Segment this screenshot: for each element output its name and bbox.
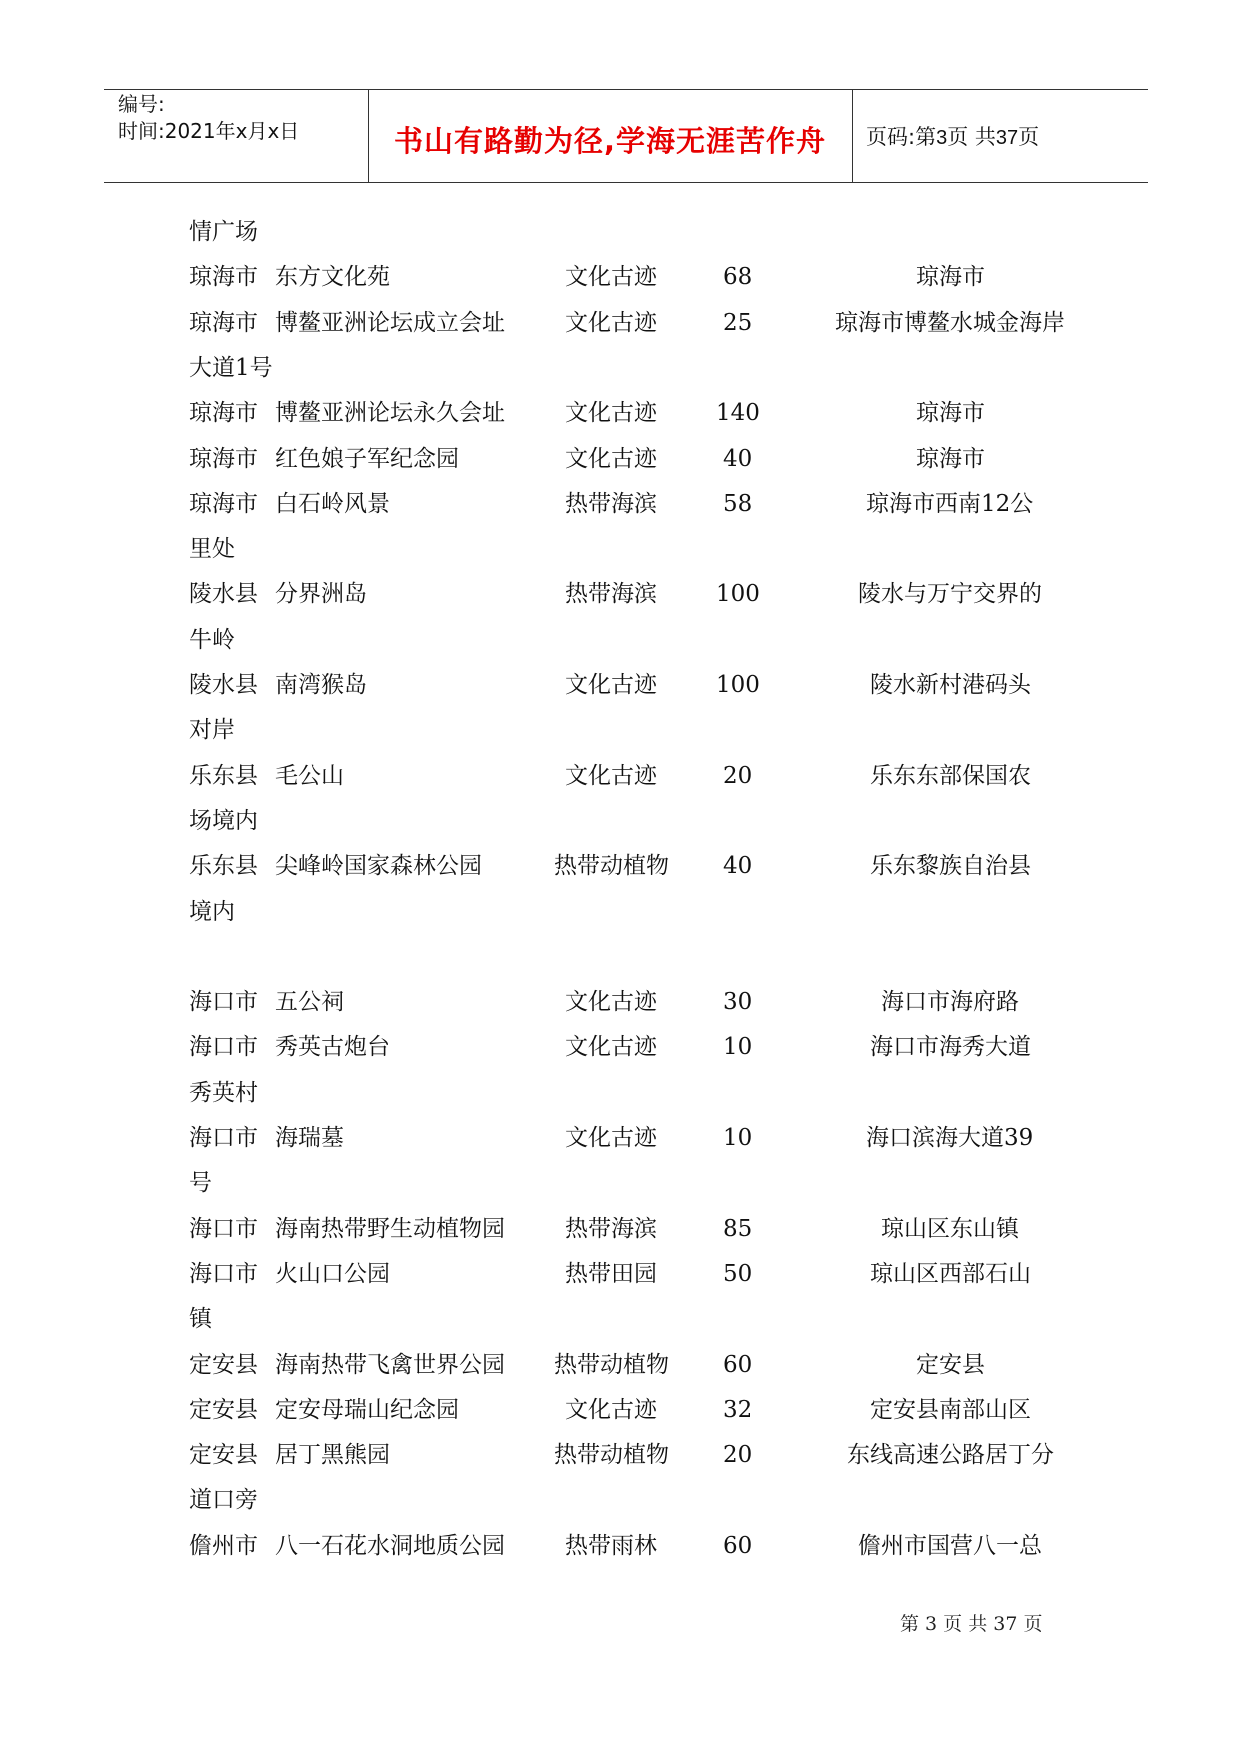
entry-continuation: 场境内 — [189, 808, 258, 834]
entry-location: 海口市海府路 — [881, 989, 1019, 1015]
header-top-rule — [104, 89, 1148, 90]
entry-price: 10 — [723, 1034, 753, 1060]
entry-location: 琼山区西部石山 — [870, 1261, 1031, 1287]
entry-row — [0, 984, 1241, 1020]
page-label-suffix: 页 — [1018, 125, 1040, 149]
document-number-label: 编号: — [118, 92, 165, 116]
entry-location: 海口滨海大道39 — [866, 1125, 1034, 1151]
entry-type: 热带动植物 — [554, 1352, 669, 1378]
entry-location: 儋州市国营八一总 — [858, 1533, 1042, 1559]
entry-price: 68 — [723, 264, 753, 290]
entry-city: 乐东县 — [189, 853, 258, 879]
entry-type: 文化古迹 — [565, 763, 657, 789]
entry-price: 100 — [716, 672, 760, 698]
entry-row — [0, 1256, 1241, 1292]
entry-type: 热带海滨 — [565, 581, 657, 607]
entry-price: 60 — [723, 1533, 753, 1559]
entry-type: 文化古迹 — [565, 672, 657, 698]
entry-price: 60 — [723, 1352, 753, 1378]
page-number: 3 — [936, 127, 948, 149]
entry-price: 58 — [723, 491, 753, 517]
entry-city: 琼海市 — [189, 446, 258, 472]
entry-location: 海口市海秀大道 — [870, 1034, 1031, 1060]
entry-price: 30 — [723, 989, 753, 1015]
entry-city: 海口市 — [189, 1216, 258, 1242]
entry-city: 定安县 — [189, 1397, 258, 1423]
entry-city: 定安县 — [189, 1352, 258, 1378]
entry-name: 居丁黑熊园 — [275, 1442, 390, 1468]
entry-price: 10 — [723, 1125, 753, 1151]
document-header — [104, 89, 1148, 183]
entry-type: 热带雨林 — [565, 1533, 657, 1559]
entry-city: 陵水县 — [189, 581, 258, 607]
entry-price: 20 — [723, 763, 753, 789]
entry-name: 海瑞墓 — [275, 1125, 344, 1151]
entry-name: 五公祠 — [275, 989, 344, 1015]
entry-location: 琼海市 — [916, 400, 985, 426]
entry-name: 博鳌亚洲论坛成立会址 — [275, 310, 505, 336]
entry-type: 文化古迹 — [565, 989, 657, 1015]
entry-location: 定安县南部山区 — [870, 1397, 1031, 1423]
entry-price: 100 — [716, 581, 760, 607]
entry-name: 海南热带野生动植物园 — [275, 1216, 505, 1242]
entry-name: 分界洲岛 — [275, 581, 367, 607]
entry-name: 定安母瑞山纪念园 — [275, 1397, 459, 1423]
entry-name: 火山口公园 — [275, 1261, 390, 1287]
entry-name: 海南热带飞禽世界公园 — [275, 1352, 505, 1378]
entry-location: 定安县 — [916, 1352, 985, 1378]
entry-row — [0, 395, 1241, 431]
entry-location: 琼海市博鳌水城金海岸 — [835, 310, 1065, 336]
entry-row — [0, 1347, 1241, 1383]
entry-type: 文化古迹 — [565, 310, 657, 336]
entry-name: 八一石花水洞地质公园 — [275, 1533, 505, 1559]
entry-name: 南湾猴岛 — [275, 672, 367, 698]
entry-continuation: 号 — [189, 1170, 212, 1196]
entry-price: 25 — [723, 310, 753, 336]
entry-continuation: 道口旁 — [189, 1487, 258, 1513]
entry-row — [0, 758, 1241, 794]
entry-type: 文化古迹 — [565, 264, 657, 290]
header-bottom-rule — [104, 182, 1148, 183]
page-total: 37 — [995, 127, 1019, 149]
entry-location: 乐东东部保国农 — [870, 763, 1031, 789]
entry-city: 儋州市 — [189, 1533, 258, 1559]
entry-city: 定安县 — [189, 1442, 258, 1468]
entry-name: 东方文化苑 — [275, 264, 390, 290]
entry-type: 热带海滨 — [565, 1216, 657, 1242]
entry-price: 85 — [723, 1216, 753, 1242]
entry-row — [0, 486, 1241, 522]
entry-location: 琼海市西南12公 — [866, 491, 1034, 517]
entry-continuation: 秀英村 — [189, 1080, 258, 1106]
entry-continuation: 牛岭 — [189, 627, 235, 653]
entry-city: 海口市 — [189, 1034, 258, 1060]
entry-city: 琼海市 — [189, 264, 258, 290]
entry-price: 32 — [723, 1397, 753, 1423]
entry-row — [0, 1528, 1241, 1564]
entry-price: 50 — [723, 1261, 753, 1287]
page-label-prefix: 页码:第 — [866, 125, 937, 149]
entry-type: 文化古迹 — [565, 400, 657, 426]
entry-city: 陵水县 — [189, 672, 258, 698]
entry-name: 白石岭风景 — [275, 491, 390, 517]
entry-row — [0, 441, 1241, 477]
entry-type: 文化古迹 — [565, 1034, 657, 1060]
entry-continuation: 境内 — [189, 899, 235, 925]
entry-city: 海口市 — [189, 1125, 258, 1151]
entry-city: 海口市 — [189, 989, 258, 1015]
entry-row — [0, 259, 1241, 295]
entry-location: 琼山区东山镇 — [881, 1216, 1019, 1242]
entry-price: 20 — [723, 1442, 753, 1468]
entry-name: 毛公山 — [275, 763, 344, 789]
entry-location: 乐东黎族自治县 — [870, 853, 1031, 879]
entry-continuation: 里处 — [189, 536, 235, 562]
entry-row — [0, 305, 1241, 341]
entry-price: 40 — [723, 853, 753, 879]
page-label-mid: 页 共 — [947, 125, 996, 149]
entry-continuation: 对岸 — [189, 717, 235, 743]
entry-location: 琼海市 — [916, 264, 985, 290]
header-motto: 书山有路勤为径,学海无涯苦作舟 — [393, 124, 827, 158]
entry-city: 琼海市 — [189, 491, 258, 517]
entry-continuation: 大道1号 — [189, 355, 273, 381]
entry-name: 秀英古炮台 — [275, 1034, 390, 1060]
entry-price: 40 — [723, 446, 753, 472]
entry-type: 热带动植物 — [554, 1442, 669, 1468]
entry-row — [0, 1437, 1241, 1473]
entry-location: 琼海市 — [916, 446, 985, 472]
header-page-info — [866, 121, 1039, 151]
entry-name: 尖峰岭国家森林公园 — [275, 853, 482, 879]
entry-name: 红色娘子军纪念园 — [275, 446, 459, 472]
entry-row — [0, 576, 1241, 612]
entry-row — [0, 1211, 1241, 1247]
entry-type: 文化古迹 — [565, 1397, 657, 1423]
page-footer: 第 3 页 共 37 页 — [900, 1613, 1043, 1635]
entry-continuation: 情广场 — [189, 219, 258, 245]
entry-row — [0, 1029, 1241, 1065]
entry-continuation: 镇 — [189, 1306, 212, 1332]
entry-type: 文化古迹 — [565, 1125, 657, 1151]
entry-city: 乐东县 — [189, 763, 258, 789]
entry-price: 140 — [716, 400, 760, 426]
entry-type: 热带动植物 — [554, 853, 669, 879]
entry-city: 海口市 — [189, 1261, 258, 1287]
entry-name: 博鳌亚洲论坛永久会址 — [275, 400, 505, 426]
entry-row — [0, 667, 1241, 703]
header-meta — [118, 91, 299, 145]
entry-location: 陵水新村港码头 — [870, 672, 1031, 698]
entry-row — [0, 848, 1241, 884]
header-divider-right — [852, 89, 853, 183]
entry-city: 琼海市 — [189, 400, 258, 426]
entry-city: 琼海市 — [189, 310, 258, 336]
entry-row — [0, 1392, 1241, 1428]
entry-type: 文化古迹 — [565, 446, 657, 472]
entry-location: 东线高速公路居丁分 — [847, 1442, 1054, 1468]
entry-type: 热带海滨 — [565, 491, 657, 517]
entry-type: 热带田园 — [565, 1261, 657, 1287]
document-time-label: 时间:2021年x月x日 — [118, 119, 300, 143]
entry-row — [0, 1120, 1241, 1156]
entry-location: 陵水与万宁交界的 — [858, 581, 1042, 607]
